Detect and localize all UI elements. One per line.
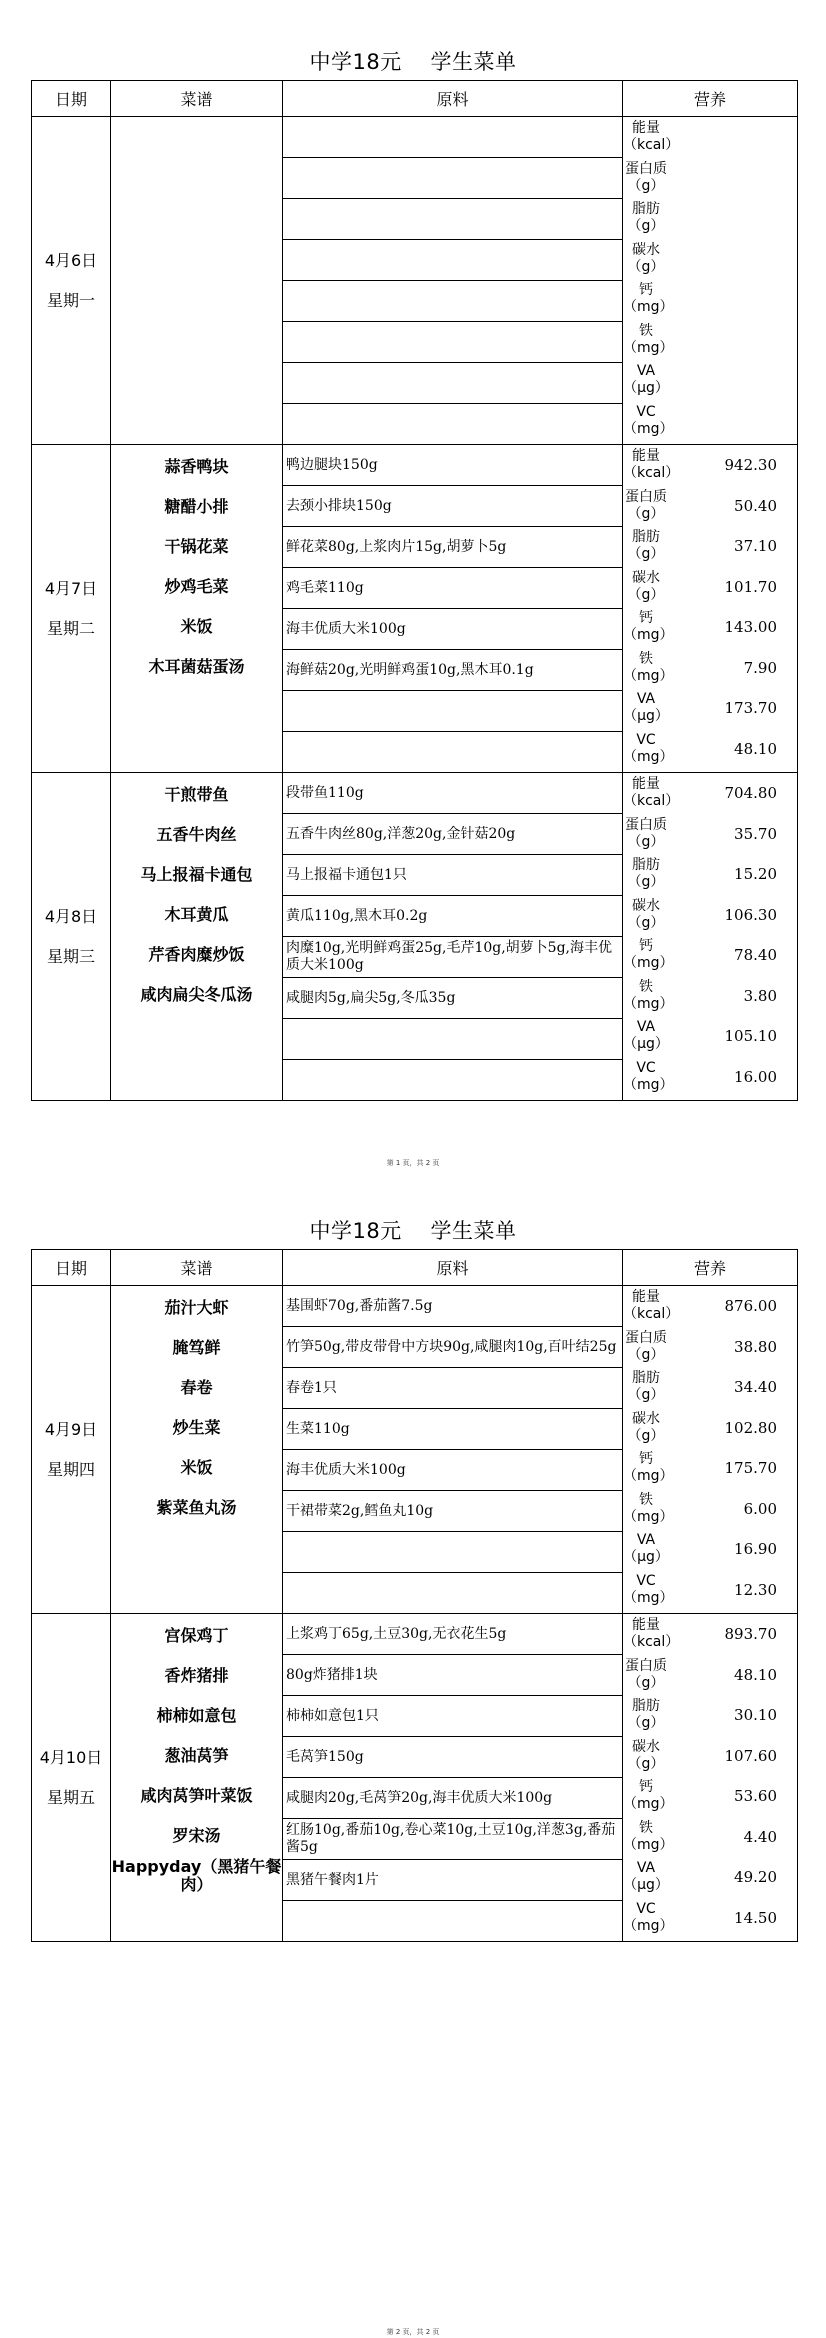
nutrient-value: 14.50 (734, 1908, 777, 1927)
nutrient-label: VA（μg） (623, 1532, 669, 1566)
dish-name: 紫菜鱼丸汤 (156, 1498, 237, 1517)
ingredient-cell: 海丰优质大米100g (283, 1450, 623, 1491)
ingredient-cell: 海丰优质大米100g (283, 609, 623, 650)
nutrient-value: 942.30 (724, 456, 777, 475)
nutrient-label: 蛋白质（g） (625, 816, 667, 850)
nutrient-label: 碳水（g） (627, 569, 665, 603)
dish-name: Happyday（黑猪午餐肉） (111, 1857, 282, 1894)
header-nutrition: 营养 (623, 81, 798, 117)
dishes-cell (111, 773, 283, 1101)
dish-name: 腌笃鲜 (172, 1338, 221, 1357)
nutrient-label: 脂肪（g） (627, 857, 665, 891)
page-footer: 第 2 页，共 2 页 (386, 2328, 440, 2336)
nutrition-row (623, 607, 797, 648)
header-date: 日期 (32, 1250, 111, 1286)
nutrition-cell (623, 1614, 798, 1942)
dish-name: 干锅花菜 (164, 537, 229, 556)
nutrition-cell (623, 1286, 798, 1614)
ingredient-cell (283, 404, 623, 445)
nutrient-label: 脂肪（g） (627, 1698, 665, 1732)
nutrition-row (623, 1655, 797, 1696)
dishes-cell (111, 117, 283, 445)
ingredient-cell: 海鲜菇20g,光明鲜鸡蛋10g,黑木耳0.1g (283, 650, 623, 691)
nutrient-value: 30.10 (734, 1706, 777, 1725)
nutrient-value: 6.00 (743, 1499, 777, 1518)
dish-name: 米饭 (180, 617, 213, 636)
nutrient-value: 48.10 (734, 739, 777, 758)
dish-name: 咸肉莴笋叶菜饭 (140, 1786, 253, 1805)
ingredient-row (32, 117, 798, 158)
nutrient-value: 106.30 (724, 905, 777, 924)
nutrient-label: VA（μg） (623, 363, 669, 397)
header-row (32, 1250, 798, 1286)
date-cell (32, 773, 111, 1101)
nutrition-row (623, 360, 797, 401)
ingredient-cell: 鲜花菜80g,上浆肉片15g,胡萝卜5g (283, 527, 623, 568)
day-block (32, 1286, 798, 1614)
header-ingredients: 原料 (283, 81, 623, 117)
nutrition-cell (623, 117, 798, 445)
dish-name: 五香牛肉丝 (156, 825, 237, 844)
day-block (32, 1614, 798, 1942)
ingredient-cell (283, 281, 623, 322)
nutrition-row (623, 1776, 797, 1817)
nutrient-label: 脂肪（g） (627, 529, 665, 563)
nutrition-row (623, 158, 797, 199)
dish-name: 咸肉扁尖冬瓜汤 (140, 985, 253, 1004)
nutrient-value: 175.70 (724, 1459, 777, 1478)
nutrient-value: 53.60 (734, 1787, 777, 1806)
ingredient-cell: 干裙带菜2g,鳕鱼丸10g (283, 1491, 623, 1532)
nutrition-row (623, 445, 797, 486)
ingredient-cell: 80g炸猪排1块 (283, 1655, 623, 1696)
nutrition-row (623, 1489, 797, 1530)
nutrition-row (623, 1529, 797, 1570)
nutrition-row (623, 1367, 797, 1408)
nutrition-row (623, 1695, 797, 1736)
dish-name: 柿柿如意包 (156, 1706, 237, 1725)
nutrient-label: 铁（mg） (623, 978, 674, 1012)
nutrient-label: VC（mg） (623, 1572, 674, 1606)
ingredient-cell: 基围虾70g,番茄酱7.5g (283, 1286, 623, 1327)
nutrient-label: 钙（mg） (623, 938, 674, 972)
nutrient-label: VC（mg） (623, 731, 674, 765)
nutrient-value: 107.60 (724, 1746, 777, 1765)
nutrient-label: 蛋白质（g） (625, 1329, 667, 1363)
date-label: 4月7日 (44, 578, 98, 598)
ingredient-cell: 毛莴笋150g (283, 1737, 623, 1778)
ingredient-cell: 柿柿如意包1只 (283, 1696, 623, 1737)
nutrient-value: 7.90 (743, 658, 777, 677)
nutrient-value: 16.90 (734, 1540, 777, 1559)
dish-name: 干煎带鱼 (164, 785, 229, 804)
weekday-label: 星期三 (46, 946, 95, 966)
nutrient-label: 铁（mg） (623, 1491, 674, 1525)
menu-table (31, 80, 798, 1101)
date-label: 4月8日 (44, 906, 98, 926)
nutrient-label: 铁（mg） (623, 322, 674, 356)
dish-name: 罗宋汤 (172, 1826, 221, 1845)
nutrition-row (623, 935, 797, 976)
ingredient-cell (283, 158, 623, 199)
nutrient-value: 101.70 (724, 577, 777, 596)
day-block (32, 117, 798, 445)
nutrient-value: 704.80 (724, 784, 777, 803)
ingredient-cell: 红肠10g,番茄10g,卷心菜10g,土豆10g,洋葱3g,番茄酱5g (283, 1819, 623, 1860)
nutrient-label: VA（μg） (623, 1860, 669, 1894)
nutrient-value: 3.80 (743, 986, 777, 1005)
nutrient-label: VC（mg） (623, 1059, 674, 1093)
nutrition-row (623, 117, 797, 158)
ingredient-cell: 鸡毛菜110g (283, 568, 623, 609)
ingredient-cell: 黑猪午餐肉1片 (283, 1860, 623, 1901)
dishes-cell (111, 1614, 283, 1942)
ingredient-cell (283, 1060, 623, 1101)
nutrition-row (623, 1570, 797, 1611)
dish-name: 木耳菌菇蛋汤 (148, 657, 245, 676)
nutrition-row (623, 526, 797, 567)
nutrient-value: 173.70 (724, 699, 777, 718)
ingredient-cell: 段带鱼110g (283, 773, 623, 814)
dish-name: 炒生菜 (172, 1418, 221, 1437)
nutrition-row (623, 198, 797, 239)
nutrient-label: 能量（kcal） (623, 448, 680, 482)
nutrition-row (623, 1286, 797, 1327)
nutrient-label: 铁（mg） (623, 650, 674, 684)
date-cell (32, 1286, 111, 1614)
ingredient-cell: 咸腿肉5g,扁尖5g,冬瓜35g (283, 978, 623, 1019)
nutrient-value: 49.20 (734, 1868, 777, 1887)
ingredient-cell: 咸腿肉20g,毛莴笋20g,海丰优质大米100g (283, 1778, 623, 1819)
dish-name: 葱油莴笋 (164, 1746, 229, 1765)
nutrient-value: 16.00 (734, 1067, 777, 1086)
header-menu: 菜谱 (111, 1250, 283, 1286)
nutrient-label: 碳水（g） (627, 1410, 665, 1444)
nutrient-value: 876.00 (724, 1297, 777, 1316)
nutrient-label: VC（mg） (623, 403, 674, 437)
nutrition-cell (623, 773, 798, 1101)
nutrient-value: 143.00 (724, 618, 777, 637)
page-footer: 第 1 页，共 2 页 (386, 1159, 440, 1167)
ingredient-cell (283, 363, 623, 404)
nutrient-label: VC（mg） (623, 1900, 674, 1934)
nutrient-label: 碳水（g） (627, 241, 665, 275)
nutrition-row (623, 773, 797, 814)
nutrient-label: 钙（mg） (623, 1779, 674, 1813)
ingredient-cell: 竹笋50g,带皮带骨中方块90g,咸腿肉10g,百叶结25g (283, 1327, 623, 1368)
dish-name: 蒜香鸭块 (164, 457, 229, 476)
ingredient-cell (283, 732, 623, 773)
day-block (32, 445, 798, 773)
weekday-label: 星期一 (46, 290, 95, 310)
dish-name: 香炸猪排 (164, 1666, 229, 1685)
page-title: 中学18元 学生菜单 (309, 1219, 517, 1243)
nutrition-row (623, 1016, 797, 1057)
nutrition-row (623, 976, 797, 1017)
dishes-cell (111, 445, 283, 773)
ingredient-cell: 肉糜10g,光明鲜鸡蛋25g,毛芹10g,胡萝卜5g,海丰优质大米100g (283, 937, 623, 978)
date-cell (32, 445, 111, 773)
nutrient-value: 48.10 (734, 1665, 777, 1684)
dish-name: 宫保鸡丁 (164, 1626, 229, 1645)
menu-table (31, 1249, 798, 1942)
nutrient-label: 钙（mg） (623, 1451, 674, 1485)
dishes-cell (111, 1286, 283, 1614)
nutrient-value: 35.70 (734, 824, 777, 843)
nutrient-label: 蛋白质（g） (625, 488, 667, 522)
nutrient-label: 蛋白质（g） (625, 1657, 667, 1691)
ingredient-cell (283, 1901, 623, 1942)
date-cell (32, 1614, 111, 1942)
nutrient-value: 893.70 (724, 1625, 777, 1644)
nutrient-label: 铁（mg） (623, 1819, 674, 1853)
ingredient-cell: 去颈小排块150g (283, 486, 623, 527)
nutrient-label: 能量（kcal） (623, 1617, 680, 1651)
nutrient-value: 4.40 (743, 1827, 777, 1846)
ingredient-cell (283, 240, 623, 281)
ingredient-cell: 春卷1只 (283, 1368, 623, 1409)
ingredient-cell: 五香牛肉丝80g,洋葱20g,金针菇20g (283, 814, 623, 855)
dish-name: 米饭 (180, 1458, 213, 1477)
ingredient-cell: 鸭边腿块150g (283, 445, 623, 486)
header-date: 日期 (32, 81, 111, 117)
ingredient-cell (283, 1573, 623, 1614)
nutrient-value: 105.10 (724, 1027, 777, 1046)
dish-name: 春卷 (180, 1378, 213, 1397)
ingredient-cell: 黄瓜110g,黑木耳0.2g (283, 896, 623, 937)
nutrient-value: 38.80 (734, 1337, 777, 1356)
nutrition-row (623, 895, 797, 936)
nutrition-row (623, 1057, 797, 1098)
nutrient-label: 蛋白质（g） (625, 160, 667, 194)
nutrition-row (623, 854, 797, 895)
nutrient-label: 脂肪（g） (627, 1370, 665, 1404)
nutrition-row (623, 1448, 797, 1489)
date-label: 4月6日 (44, 250, 98, 270)
ingredient-cell (283, 1532, 623, 1573)
ingredient-cell (283, 1019, 623, 1060)
nutrition-row (623, 1857, 797, 1898)
nutrient-label: 脂肪（g） (627, 201, 665, 235)
nutrition-row (623, 320, 797, 361)
dish-name: 木耳黄瓜 (164, 905, 229, 924)
nutrition-row (623, 729, 797, 770)
dish-name: 茄汁大虾 (164, 1298, 229, 1317)
header-nutrition: 营养 (623, 1250, 798, 1286)
nutrition-row (623, 1614, 797, 1655)
ingredient-row (32, 1614, 798, 1655)
nutrient-label: 能量（kcal） (623, 776, 680, 810)
ingredient-cell (283, 322, 623, 363)
nutrient-value: 12.30 (734, 1580, 777, 1599)
nutrition-row (623, 648, 797, 689)
nutrient-value: 50.40 (734, 496, 777, 515)
nutrient-label: VA（μg） (623, 1019, 669, 1053)
nutrition-row (623, 401, 797, 442)
nutrition-row (623, 1898, 797, 1939)
nutrient-value: 102.80 (724, 1418, 777, 1437)
date-label: 4月10日 (39, 1747, 103, 1767)
nutrition-row (623, 1408, 797, 1449)
nutrition-row (623, 239, 797, 280)
header-row (32, 81, 798, 117)
ingredient-cell: 上浆鸡丁65g,土豆30g,无衣花生5g (283, 1614, 623, 1655)
nutrition-row (623, 1327, 797, 1368)
nutrient-label: 碳水（g） (627, 897, 665, 931)
nutrition-row (623, 688, 797, 729)
nutrition-row (623, 1736, 797, 1777)
nutrient-label: VA（μg） (623, 691, 669, 725)
header-ingredients: 原料 (283, 1250, 623, 1286)
ingredient-cell (283, 199, 623, 240)
nutrient-label: 钙（mg） (623, 282, 674, 316)
date-cell (32, 117, 111, 445)
nutrient-label: 能量（kcal） (623, 120, 680, 154)
ingredient-row (32, 773, 798, 814)
nutrient-label: 能量（kcal） (623, 1289, 680, 1323)
nutrition-row (623, 567, 797, 608)
header-menu: 菜谱 (111, 81, 283, 117)
ingredient-row (32, 1286, 798, 1327)
nutrient-value: 34.40 (734, 1378, 777, 1397)
ingredient-cell: 生菜110g (283, 1409, 623, 1450)
date-label: 4月9日 (44, 1419, 98, 1439)
ingredient-cell: 马上报福卡通包1只 (283, 855, 623, 896)
nutrient-label: 碳水（g） (627, 1738, 665, 1772)
dish-name: 糖醋小排 (164, 497, 229, 516)
weekday-label: 星期二 (46, 618, 95, 638)
ingredient-cell (283, 691, 623, 732)
nutrition-row (623, 814, 797, 855)
nutrient-label: 钙（mg） (623, 610, 674, 644)
ingredient-cell (283, 117, 623, 158)
nutrient-value: 15.20 (734, 865, 777, 884)
weekday-label: 星期五 (46, 1787, 95, 1807)
nutrition-row (623, 486, 797, 527)
dish-name: 芹香肉糜炒饭 (148, 945, 245, 964)
nutrition-row (623, 279, 797, 320)
menu-page-2 (0, 1169, 826, 2338)
dish-name: 炒鸡毛菜 (164, 577, 229, 596)
nutrient-value: 78.40 (734, 946, 777, 965)
weekday-label: 星期四 (46, 1459, 95, 1479)
nutrition-row (623, 1817, 797, 1858)
day-block (32, 773, 798, 1101)
nutrient-value: 37.10 (734, 537, 777, 556)
ingredient-row (32, 445, 798, 486)
page-title: 中学18元 学生菜单 (309, 50, 517, 74)
dish-name: 马上报福卡通包 (140, 865, 253, 884)
nutrition-cell (623, 445, 798, 773)
